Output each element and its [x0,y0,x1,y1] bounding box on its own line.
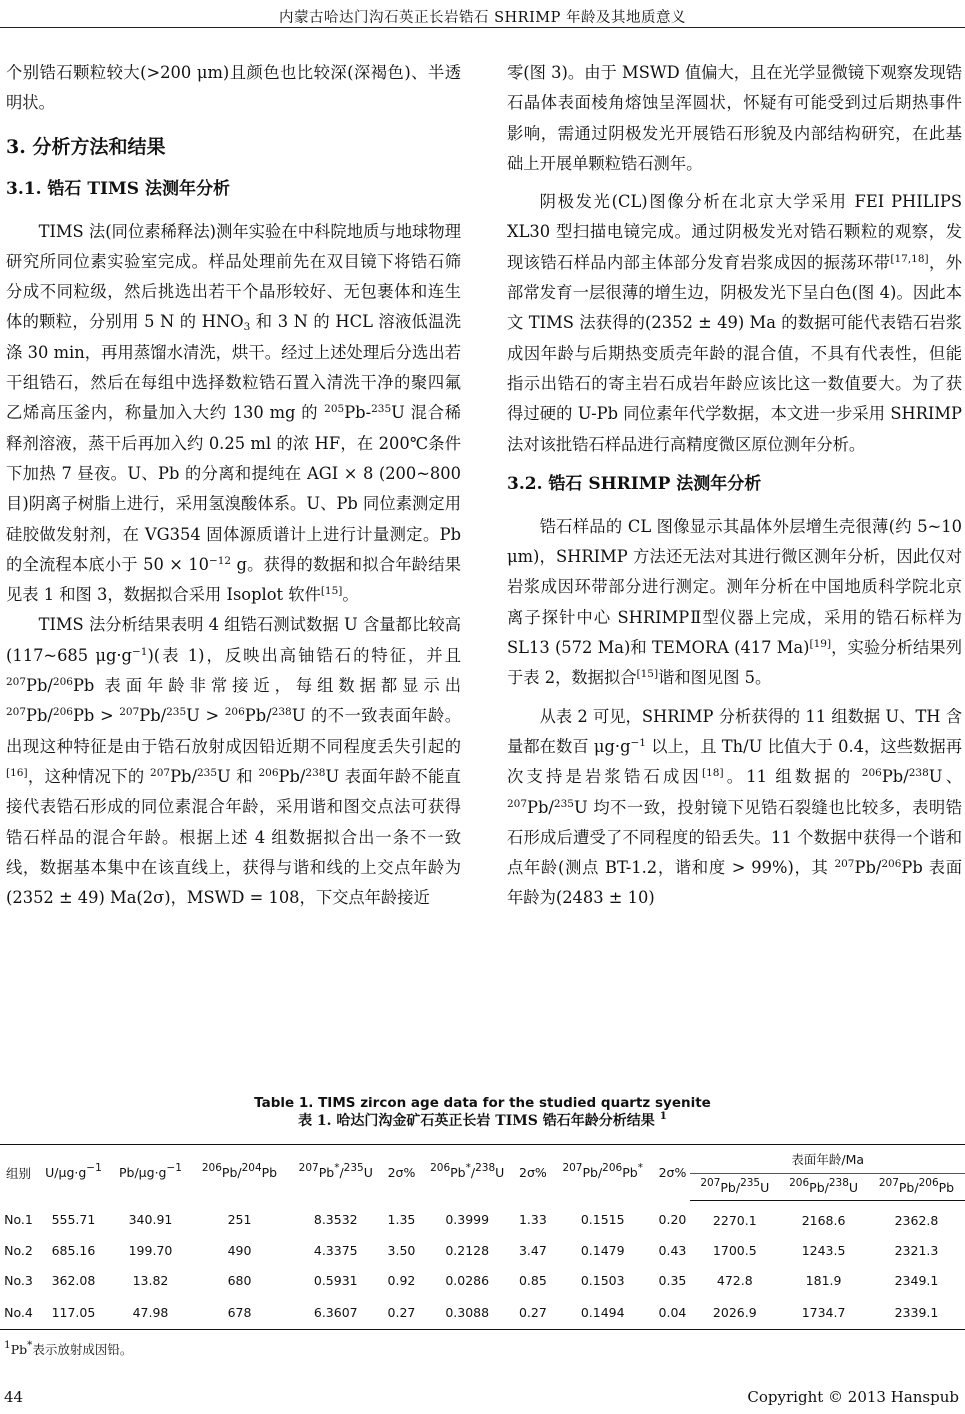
citation: [16] [6,766,28,779]
paragraph-tims-method: TIMS 法(同位素稀释法)测年实验在中科院地质与地球物理研究所同位素实验室完成。样品处理前先在双目镜下将锆石筛分成不同粒级，然后挑选出若干个晶形较好、无包裹体和连生体的颗粒，分别用 5 N 的 $HNO_3$ 和 3 N 的 HCL 溶液低温洗涤 30 min，再用蒸馏水清洗，烘干。经过上述处理后分选出若干组锆石，然后在每组中选择数粒锆石置入清洗干净的聚四氟乙烯高压釜内，称量加入大约 130 mg 的 $^{205}$Pb-$^{235}$U 混合稀释剂溶液，蒸干后再加入约 0.25 ml 的浓 HF，在 200℃条件下加热 7 昼夜。U、Pb 的分离和提纯在 AGI × 8 (200~800 目)阴离子树脂上进行，采用氢溴酸体系。U、Pb 同位素测定用硅胶做发射剂，在 VG354 固体源质谱计上进行计量测定。Pb 的全流程本底小于 $50 \times 10^{-12}$ g。获得的数据和拟合年龄结果见表 1 和图 3，数据拟合采用 Isoplot 软件[15]。 [6,221,461,605]
table-cell: 2349.1 [894,1272,939,1288]
header-rule [0,27,965,28]
table-cell: 6.3607 [288,1295,384,1330]
col-header-2sigma: 2σ% [384,1145,420,1201]
section-heading-3-2: 3.2. 锆石 SHRIMP 法测年分析 [507,473,762,494]
table-cell: 2270.1 [712,1212,757,1228]
table-cell: 0.2128 [445,1242,490,1258]
col-header-2sigma: 2σ% [655,1145,691,1201]
table-cell: No.3 [4,1272,33,1288]
table-cell: 0.20 [658,1212,687,1228]
table-cell: 1.35 [387,1212,416,1228]
col-header-2sigma: 2σ% [515,1145,551,1201]
page-number: 44 [4,1388,24,1406]
table-cell: 199.70 [128,1242,173,1258]
paragraph: 零(图 3)。由于 MSWD 值偏大，且在光学显微镜下观察发现锆石晶体表面棱角熔蚀呈浑圆状，怀疑有可能受到过后期热事件影响，需通过阴极发光开展锆石形貌及内部结构研究，在此基础上开展单颗粒锆石测年。 [507,63,962,173]
citation: [19] [809,638,832,651]
table-cell: 0.5931 [313,1272,358,1288]
table-cell: 0.85 [518,1272,547,1288]
citation: [15] [320,585,343,598]
col-header-206-204: $^{206}$Pb/$^{204}$Pb [191,1145,288,1201]
table-cell: 3.50 [387,1242,416,1258]
table-cell: 1734.7 [779,1295,868,1330]
table-cell: 0.1494 [551,1295,655,1330]
citation: [15] [636,668,659,681]
col-header-206-238: $^{206}$Pb*/$^{238}$U [419,1145,515,1201]
table-1 [0,1095,965,1358]
table-cell: 3.47 [518,1242,547,1258]
table-cell: 8.3532 [313,1212,358,1228]
left-column [6,58,461,913]
col-header-pb: $Pb/\mu g\cdot g^{-1}$ [110,1145,191,1201]
col-header-207-206: $^{207}$Pb/$^{206}$Pb* [551,1145,655,1201]
paragraph-cl: 阴极发光(CL)图像分析在北京大学采用 FEI PHILIPS XL30 型扫描电镜完成。通过阴极发光对锆石颗粒的观察，发现该锆石样品内部主体部分发育岩浆成因的振荡环带[17,18]，外部常发育一层很薄的增生边，阴极发光下呈白色(图 4)。因此本文 TIMS 法获得的(2352 ± 49) Ma 的数据可能代表锆石岩浆成因年龄与后期热变质壳年龄的混合值，不具有代表性，但能指示出锆石的寄主岩石成岩年龄应该比这一数值要大。为了获得过硬的 U-Pb 同位素年代学数据，本文进一步采用 SHRIMP 法对该批锆石样品进行高精度微区原位测年分析。 [507,192,962,454]
table-cell: 678 [191,1295,288,1330]
paragraph-shrimp-results: 从表 2 可见，SHRIMP 分析获得的 11 组数据 U、TH 含量都在数百 $\mu g\cdot g^{-1}$ 以上，且 Th/U 比值大于 0.4，这些数据再次支持是岩浆锆石成因[18]。11 组数据的 $^{206}$Pb/$^{238}$U、$^{207}$Pb/$^{235}$U 均不一致，投射镜下见锆石裂缝也比较多，表明锆石形成后遭受了不同程度的铅丢失。11 个数据中获得一个谐和点年龄(测点 BT-1.2，谐和度 > 99%)，其 $^{207}$Pb/$^{206}$Pb 表面年龄为(2483 ± 10) [507,706,962,908]
data-table [0,1144,965,1330]
table-row [0,1265,965,1295]
col-header-age-207-235: $^{207}$Pb/$^{235}$U [690,1174,779,1201]
table-cell: 2362.8 [894,1212,939,1228]
table-cell: 0.3088 [419,1295,515,1330]
table-cell: 680 [227,1272,252,1288]
table-cell: 490 [227,1242,252,1258]
table-cell: 0.35 [658,1272,687,1288]
table-row [0,1295,965,1330]
table-cell: 0.27 [384,1295,420,1330]
col-header-age-207-206: $^{207}$Pb/$^{206}$Pb [868,1174,965,1201]
copyright-notice: Copyright © 2013 Hanspub [747,1388,959,1406]
section-heading-3: 3. 分析方法和结果 [6,135,166,158]
table-cell: 362.08 [51,1272,96,1288]
table-cell: 251 [227,1212,252,1228]
citation: [17,18] [890,252,929,265]
citation: [18] [702,767,724,780]
table-row [0,1201,965,1236]
table-cell: 2026.9 [690,1295,779,1330]
table-cell: 117.05 [37,1295,110,1330]
col-header-207-235: $^{207}$Pb*/$^{235}$U [288,1145,384,1201]
col-header-age-group: 表面年龄/Ma [690,1145,965,1174]
section-heading-3-1: 3.1. 锆石 TIMS 法测年分析 [6,178,230,199]
table-cell: 0.92 [387,1272,416,1288]
table-cell: 0.27 [515,1295,551,1330]
table-cell: 2339.1 [868,1295,965,1330]
table-cell: 2321.3 [894,1242,939,1258]
col-header-u: $U/\mu g\cdot g^{-1}$ [37,1145,110,1201]
table-cell: 0.1515 [580,1212,625,1228]
table-cell: 340.91 [128,1212,173,1228]
table-cell: 1243.5 [801,1242,846,1258]
table-cell: 4.3375 [313,1242,358,1258]
table-cell: 1700.5 [712,1242,757,1258]
table-cell: 181.9 [805,1272,842,1288]
table-row [0,1235,965,1265]
paragraph-shrimp-method: 锆石样品的 CL 图像显示其晶体外层增生壳很薄(约 5~10 μm)，SHRIMP 方法还无法对其进行微区测年分析，因此仅对岩浆成因环带部分进行测定。测年分析在中国地质科学院北京离子探针中心 SHRIMPⅡ型仪器上完成，采用的锆石标样为 SL13 (572 Ma)和 TEMORA (417 Ma)[19]，实验分析结果列于表 2，数据拟合[15]谐和图见图 5。 [507,516,962,688]
table-cell: 0.0286 [445,1272,490,1288]
table-cell: 2168.6 [801,1212,846,1228]
table-cell: No.2 [4,1242,33,1258]
table-cell: 0.43 [658,1242,687,1258]
paragraph: 个别锆石颗粒较大(>200 μm)且颜色也比较深(深褐色)、半透明状。 [6,63,461,113]
table-cell: 0.04 [655,1295,691,1330]
right-column [507,58,962,914]
table-cell: 13.82 [132,1272,169,1288]
col-header-age-206-238: $^{206}$Pb/$^{238}$U [779,1174,868,1201]
col-header-group: 组别 [0,1145,37,1201]
paragraph-tims-results: TIMS 法分析结果表明 4 组锆石测试数据 U 含量都比较高(117~685 $\mu g\cdot g^{-1}$)(表 1)，反映出高铀锆石的特征，并且 $^{207}$Pb/$^{206}$Pb 表面年龄非常接近，每组数据都显示出 $^{207}$Pb/$^{206}$Pb > $^{207}$Pb/$^{235}$U > $^{206}$Pb/$^{238}$U 的不一致表面年龄。出现这种特征是由于锆石放射成因铅近期不同程度丢失引起的[16]，这种情况下的 $^{207}$Pb/$^{235}$U 和 $^{206}$Pb/$^{238}$U 表面年龄不能直接代表锆石形成的同位素混合年龄，采用谐和图交点法可获得锆石样品的混合年龄。根据上述 4 组数据拟合出一条不一致线，数据基本集中在该直线上，获得与谐和线的上交点年龄为 (2352 ± 49) Ma(2σ)，MSWD = 108，下交点年龄接近 [6,615,461,908]
table-cell: No.4 [0,1295,37,1330]
table-cell: 1.33 [518,1212,547,1228]
table-cell: 0.3999 [445,1212,490,1228]
table-title-en: Table 1. TIMS zircon age data for the studied quartz syenite [254,1095,711,1111]
table-cell: 685.16 [51,1242,96,1258]
table-cell: 47.98 [110,1295,191,1330]
table-cell: No.1 [4,1212,33,1228]
table-cell: 555.71 [51,1212,96,1228]
table-cell: 0.1479 [580,1242,625,1258]
table-footnote: $^1$Pb*表示放射成因铅。 [4,1339,133,1357]
table-cell: 472.8 [716,1272,753,1288]
table-title-zh: 表 1. 哈达门沟金矿石英正长岩 TIMS 锆石年龄分析结果 $^1$ [298,1110,667,1129]
running-title: 内蒙古哈达门沟石英正长岩锆石 SHRIMP 年龄及其地质意义 [278,10,687,26]
table-cell: 0.1503 [580,1272,625,1288]
